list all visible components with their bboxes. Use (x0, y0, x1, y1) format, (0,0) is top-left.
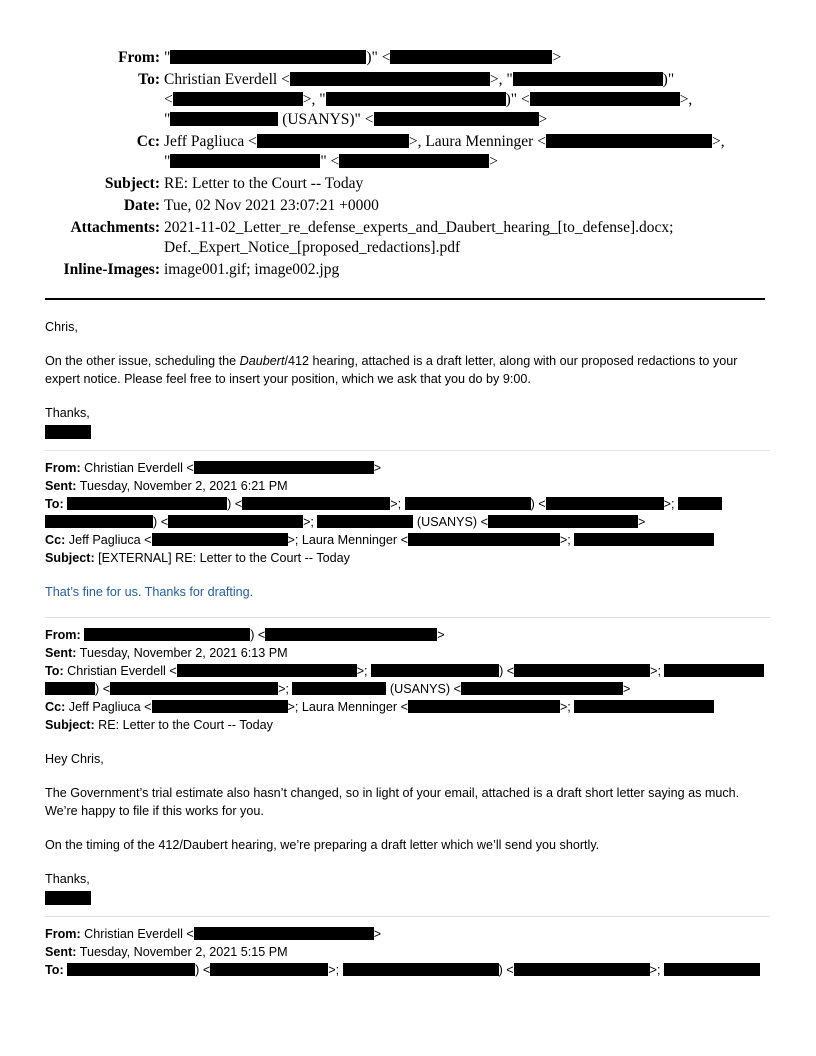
header-to-close: >, (679, 91, 693, 108)
redaction-block (45, 425, 91, 439)
message-separator (45, 450, 770, 451)
header-to-open: " (164, 111, 171, 128)
redaction-block (408, 533, 560, 546)
header-date-row (0, 196, 816, 216)
header-to-org: (USANYS)" < (278, 111, 374, 128)
header-to-label: To: (138, 71, 160, 88)
redaction-block (194, 461, 374, 474)
message1-signoff: Thanks, (45, 406, 90, 420)
redaction-block (265, 628, 437, 641)
email-header (0, 48, 816, 282)
header-cc-close: > (489, 153, 499, 170)
message2-reply: That’s fine for us. Thanks for drafting. (45, 585, 254, 599)
header-to-sep: )" < (505, 91, 530, 108)
redaction-block (317, 515, 413, 528)
redaction-block (461, 682, 623, 695)
message-separator (45, 617, 770, 618)
header-cc-label: Cc: (136, 133, 160, 150)
message1-greeting: Chris, (45, 320, 78, 334)
header-to-row (0, 70, 816, 130)
header-to-close: > (538, 111, 548, 128)
header-attachments-row (0, 218, 816, 258)
header-cc-open: " (164, 153, 171, 170)
header-cc-mid: " < (320, 153, 340, 170)
redaction-block (177, 664, 357, 677)
header-from-close: > (552, 49, 562, 66)
redaction-block (290, 72, 490, 86)
signature-redaction (45, 424, 775, 442)
redaction-block (194, 927, 374, 940)
redaction-block (546, 497, 664, 510)
header-from-label: From: (118, 49, 160, 66)
email-body (45, 318, 775, 979)
header-cc-name: Jeff Pagliuca < (164, 133, 257, 150)
header-date-value: Tue, 02 Nov 2021 23:07:21 +0000 (164, 197, 379, 214)
header-to-sep: >, " (302, 91, 326, 108)
redaction-block (664, 963, 760, 976)
redaction-block (530, 92, 680, 106)
redaction-block (45, 682, 95, 695)
message2-header: From: Christian Everdell < > Sent: Tuesday, November 2, 2021 6:21 PM To: ) < >; ) < >; ) < >; (USANYS) < > Cc: Jeff Pagliuca < >; Laura Menninger < >; Subject: [EXTERNAL] RE: Letter to the Court -- Today (45, 459, 775, 567)
header-subject-row (0, 174, 816, 194)
message3-greeting: Hey Chris, (45, 752, 104, 766)
redaction-block (574, 700, 714, 713)
header-inline-images-value: image001.gif; image002.jpg (164, 261, 340, 278)
redaction-block (678, 497, 722, 510)
header-subject-value: RE: Letter to the Court -- Today (164, 175, 364, 192)
redaction-block (574, 533, 714, 546)
header-inline-images-row (0, 260, 816, 280)
header-to-sep2: )" (662, 71, 675, 88)
header-inline-images-label: Inline-Images: (63, 261, 160, 278)
header-to-sep: >, " (489, 71, 513, 88)
header-from-quote: " (164, 49, 171, 66)
header-date-label: Date: (123, 197, 160, 214)
redaction-block (390, 50, 552, 64)
redaction-block (343, 963, 499, 976)
header-cc-name: >, Laura Menninger < (408, 133, 546, 150)
message3-paragraph2: On the timing of the 412/Daubert hearing, we’re preparing a draft letter which we’ll send you shortly. (45, 838, 600, 852)
redaction-block (257, 134, 409, 148)
message3-paragraph1: The Government’s trial estimate also hasn’t changed, so in light of your email, attached is a draft short letter saying as much. We’re happy to file if this works for you. (45, 786, 740, 818)
redaction-block (67, 963, 195, 976)
redaction-block (242, 497, 390, 510)
redaction-block (170, 112, 278, 126)
redaction-block (45, 515, 153, 528)
redaction-block (168, 515, 303, 528)
message1-paragraph: On the other issue, scheduling the Daubert/412 hearing, attached is a draft letter, along with our proposed redactions to your expert notice. Please feel free to insert your position, which we ask that you do by 9:00. (45, 354, 738, 386)
redaction-block (170, 154, 320, 168)
header-from-mid: )" < (366, 49, 391, 66)
redaction-block (546, 134, 712, 148)
header-to-open: < (164, 91, 173, 108)
redaction-block (45, 891, 91, 905)
redaction-block (152, 533, 288, 546)
header-cc-close: >, (711, 133, 725, 150)
redaction-block (488, 515, 638, 528)
redaction-block (84, 628, 250, 641)
redaction-block (374, 112, 539, 126)
signature-redaction (45, 890, 775, 908)
attachment-pdf[interactable]: Def._Expert_Notice_[proposed_redactions].pdf (164, 239, 461, 256)
message3-header: From: ) < > Sent: Tuesday, November 2, 2021 6:13 PM To: Christian Everdell < >; ) < >; ) < >; (USANYS) < > Cc: Jeff Pagliuca < >; Laura Menninger < >; Subject: RE: Letter to the Court -- Today (45, 626, 775, 734)
message-separator (45, 916, 770, 917)
redaction-block (110, 682, 278, 695)
redaction-block (326, 92, 506, 106)
header-from-row (0, 48, 816, 68)
redaction-block (173, 92, 303, 106)
redaction-block (339, 154, 489, 168)
redaction-block (514, 664, 650, 677)
redaction-block (210, 963, 328, 976)
redaction-block (408, 700, 560, 713)
header-subject-label: Subject: (104, 175, 160, 192)
header-attachments-label: Attachments: (70, 219, 160, 236)
redaction-block (513, 72, 663, 86)
redaction-block (371, 664, 499, 677)
header-divider (45, 298, 765, 300)
redaction-block (514, 963, 650, 976)
header-cc-row (0, 132, 816, 172)
redaction-block (170, 50, 366, 64)
header-to-name: Christian Everdell < (164, 71, 290, 88)
redaction-block (292, 682, 386, 695)
redaction-block (67, 497, 227, 510)
redaction-block (664, 664, 764, 677)
redaction-block (405, 497, 531, 510)
attachment-docx[interactable]: 2021-11-02_Letter_re_defense_experts_and_Daubert_hearing_[to_defense].docx; (164, 219, 674, 236)
redaction-block (152, 700, 288, 713)
message3-signoff: Thanks, (45, 872, 90, 886)
message4-header: From: Christian Everdell < > Sent: Tuesday, November 2, 2021 5:15 PM To: ) < >; ) < >; (45, 925, 775, 979)
